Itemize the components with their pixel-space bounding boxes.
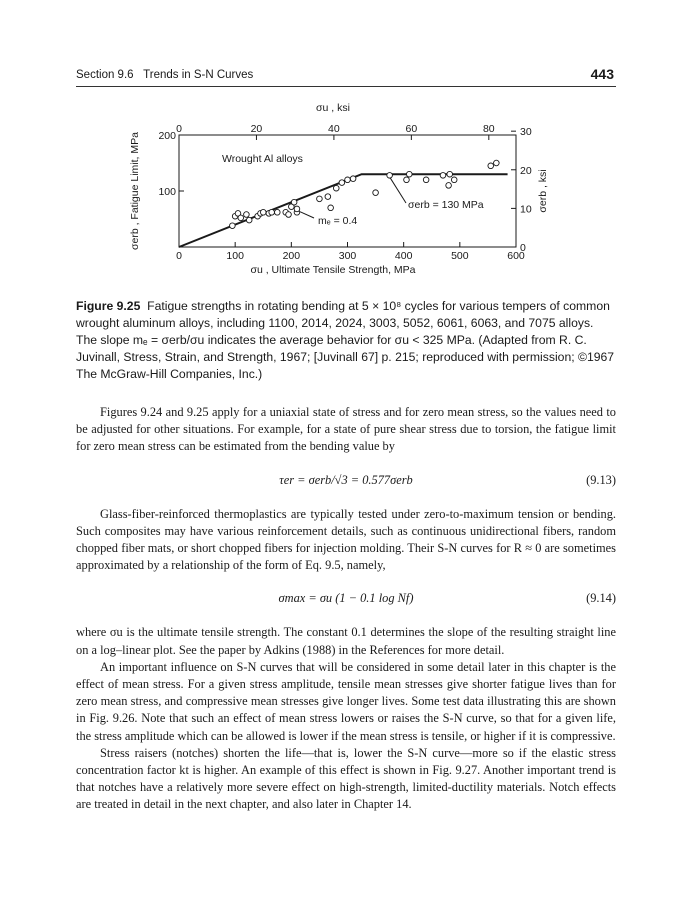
equation-expression: τer = σerb/√3 = 0.577σerb: [279, 472, 413, 487]
paragraph-5: Stress raisers (notches) shorten the life—that is, lower the S-N curve—more so if the elastic stress concentration factor kt is higher. An example of this effect is shown in Fig. 9.27. Another important trend is that notches have a relatively more severe effect on high-strength, limited-ductility materials. Notch effects are treated in detail in the next chapter, and also later in Chapter 14.: [76, 745, 616, 812]
x-tick-label: 300: [338, 250, 357, 262]
data-point: [328, 205, 334, 211]
data-point: [406, 171, 412, 177]
data-points-group: [230, 160, 500, 228]
slope-leader: [300, 212, 314, 218]
plateau-leader: [390, 178, 406, 203]
series-label: Wrought Al alloys: [222, 153, 303, 165]
right-tick-label: 0: [520, 242, 526, 254]
data-point: [325, 194, 331, 200]
data-point: [339, 180, 345, 186]
data-point: [350, 176, 356, 182]
equation-9-13: [76, 462, 616, 500]
right-axis-label: σerb , ksi: [537, 169, 549, 213]
x-tick-label: 500: [451, 250, 469, 262]
data-point: [451, 177, 457, 183]
x-tick-label: 100: [226, 250, 244, 262]
paragraph-3: where σu is the ultimate tensile strength. The constant 0.1 determines the slope of the resulting straight line on a log–linear plot. See the paper by Adkins (1988) in the References for more detail.: [76, 625, 616, 657]
y-tick-label: 100: [158, 186, 176, 198]
paragraph-4: An important influence on S-N curves that will be considered in some detail later in this chapter is the effect of mean stress. For a given stress amplitude, tensile mean stresses give shorter fatigue lives than for zero mean stress, and compressive mean stresses give longer lives. Some test data illustrating this are shown in Fig. 9.26. Note that such an effect of mean stress lowers or raises the S-N curve, so that for a given life, the stress amplitude which can be allowed is lower if the mean stress is tensile, or higher if it is compressive.: [76, 659, 616, 743]
data-point: [286, 212, 292, 218]
data-point: [230, 223, 236, 229]
running-head: [76, 69, 253, 81]
x-tick-label: 400: [394, 250, 413, 262]
top-tick-label: 40: [328, 123, 340, 135]
body-text: [76, 404, 616, 814]
data-point: [423, 177, 429, 183]
equation-expression: σmax = σu (1 − 0.1 log Nf): [278, 591, 414, 606]
data-point: [333, 185, 339, 191]
data-point: [238, 215, 244, 221]
section-title: Trends in S-N Curves: [143, 69, 254, 81]
figure-caption-text: Fatigue strengths in rotating bending at 5 × 10⁸ cycles for various tempers of common wrought aluminum alloys, including 1100, 2014, 2024, 3003, 5052, 6061, 6063, and 7075 alloys. The slope mₑ = σerb/σu indicates the average behavior for σu < 325 MPa. (Adapted from R. C. Juvinall, Stress, Strain, and Strength, 1967; [Juvinall 67] p. 215; reproduced with permission; ©1967 The McGraw-Hill Companies, Inc.): [76, 299, 615, 381]
data-point: [294, 206, 300, 212]
data-point: [447, 171, 453, 177]
page-number: 443: [590, 66, 614, 82]
y-axis-label: σerb , Fatigue Limit, MPa: [129, 132, 141, 250]
data-point: [291, 199, 297, 205]
paragraph-1: Figures 9.24 and 9.25 apply for a uniaxial state of stress and for zero mean stress, so the values need to be adjusted for other situations. For example, for a state of pure shear stress due to torsion, the fatigue limit for zero mean stress can be estimated from the bending value by: [76, 405, 616, 454]
section-label: Section 9.6: [76, 69, 134, 81]
x-tick-label: 0: [176, 250, 182, 262]
data-point: [274, 209, 280, 215]
top-tick-label: 80: [482, 123, 495, 135]
data-point: [387, 173, 393, 179]
data-point: [404, 177, 410, 183]
right-tick-label: 10: [520, 203, 532, 216]
figure-number: Figure 9.25: [76, 299, 141, 313]
slope-label: mₑ = 0.4: [318, 215, 358, 227]
header-rule: [76, 86, 616, 87]
paragraph-2: Glass-fiber-reinforced thermoplastics are typically tested under zero-to-maximum tension or bending. Such composites may have various reinforcement details, such as continuous unidirectional fibers, random chopped fiber mats, or short chopped fibers for injection molding. Their S-N curves for R ≈ 0 are sometimes approximated by a relationship of the form of Eq. 9.5, namely,: [76, 506, 616, 573]
data-point: [244, 212, 250, 218]
page-header: [76, 66, 616, 86]
data-point: [446, 183, 452, 189]
data-point: [373, 190, 379, 196]
plot-frame: [179, 135, 516, 247]
data-point: [440, 173, 446, 179]
data-point: [246, 217, 252, 223]
data-point: [260, 209, 266, 215]
x-tick-label: 200: [282, 250, 301, 262]
equation-number: (9.14): [586, 591, 616, 606]
top-tick-label: 60: [405, 123, 418, 135]
top-tick-label: 0: [176, 123, 182, 135]
right-tick-label: 20: [520, 164, 532, 177]
top-axis-label: σu , ksi: [316, 102, 350, 114]
figure-chart: [76, 92, 616, 284]
data-point: [488, 163, 494, 169]
top-tick-label: 20: [250, 123, 263, 135]
x-axis-label: σu , Ultimate Tensile Strength, MPa: [250, 264, 416, 276]
figure-caption: [76, 298, 616, 383]
equation-9-14: [76, 580, 616, 618]
data-point: [317, 196, 323, 202]
data-point: [269, 209, 275, 215]
plateau-label: σerb = 130 MPa: [408, 199, 484, 211]
data-point: [345, 177, 351, 183]
y-tick-label: 200: [158, 130, 176, 142]
right-tick-label: 30: [520, 126, 532, 139]
equation-number: (9.13): [586, 472, 616, 487]
x-tick-label: 600: [507, 250, 525, 262]
fatigue-chart-svg: [76, 92, 616, 284]
data-point: [494, 160, 500, 166]
